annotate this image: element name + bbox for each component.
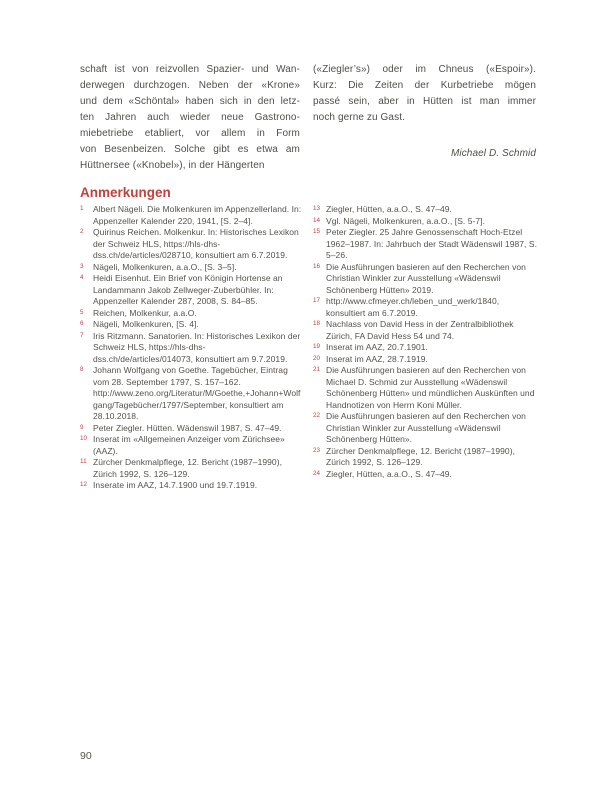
footnote-text: Peter Ziegler. Hütten. Wädenswil 1987, S. 47–49. xyxy=(93,422,282,433)
text-line: passé sein, aber in Hütten ist man immer xyxy=(313,96,536,107)
footnote-6 xyxy=(80,319,304,331)
footnote-20 xyxy=(313,354,540,366)
footnote-number: 14 xyxy=(313,216,321,224)
text-line: von Besenbeizen. Solche gibt es etwa am xyxy=(80,144,300,155)
footnote-13 xyxy=(313,204,540,216)
footnote-text: Die Ausführungen basieren auf den Recherchen von Christian Winkler zur Ausstellung «Wädenswil Schönenberg Hütten». xyxy=(326,411,526,444)
footnote-number: 16 xyxy=(313,262,321,270)
footnote-23 xyxy=(313,446,540,469)
text-line: derwegen durchzogen. Neben der «Krone» xyxy=(80,80,300,91)
footnote-text: Heidi Eisenhut. Ein Brief von Königin Hortense an Landammann Jakob Zellweger-Zuberbühler. In: Appenzeller Kalender 287, 2008, S. 84–85. xyxy=(93,273,283,306)
footnote-number: 11 xyxy=(80,458,87,465)
footnote-12 xyxy=(80,480,304,492)
text-line: («Ziegler’s») oder im Chneus («Espoir»). xyxy=(313,64,536,75)
footnote-text: Quirinus Reichen. Molkenkur. In: Historisches Lexikon der Schweiz HLS, https://hls-dhs-dss.ch/de/articles/028710, konsultiert am 6.7.2019. xyxy=(93,227,299,260)
footnote-text: Nachlass von David Hess in der Zentralbibliothek Zürich, FA David Hess 54 und 74. xyxy=(326,319,514,341)
footnote-10 xyxy=(80,434,304,457)
footnote-5 xyxy=(80,308,304,320)
footnote-text: Nägeli, Molkenkuren, [S. 4]. xyxy=(93,319,199,329)
footnote-9 xyxy=(80,423,304,435)
footnote-7 xyxy=(80,331,304,366)
footnote-number: 23 xyxy=(313,446,321,454)
footnote-4 xyxy=(80,273,304,308)
author-signature: Michael D. Schmid xyxy=(450,148,536,159)
footnote-18 xyxy=(313,319,540,342)
footnote-text: Peter Ziegler. 25 Jahre Genossenschaft Hoch-Etzel 1962–1987. In: Jahrbuch der Stadt Wädenswil 1987, S. 5–26. xyxy=(326,227,537,260)
footnote-number: 7 xyxy=(80,331,84,339)
footnote-16 xyxy=(313,262,540,297)
footnote-text: Ziegler, Hütten, a.a.O., S. 47–49. xyxy=(326,468,452,479)
footnote-17 xyxy=(313,296,540,319)
footnote-text: Johann Wolfgang von Goethe. Tagebücher, Eintrag vom 28. September 1797, S. 157–162. http://www.zeno.org/Literatur/M/Goethe,+Johann+Wolfgang/Tagebücher/1797/September, konsultiert am 28.10.2018. xyxy=(93,365,301,421)
footnote-2 xyxy=(80,227,304,262)
notes-column-right xyxy=(313,204,540,480)
text-line: Hüttnersee («Knobel»), in der Hängerten xyxy=(80,160,265,171)
footnote-number: 4 xyxy=(80,274,84,281)
footnote-text: Inserat im AAZ, 28.7.1919. xyxy=(326,353,428,364)
footnote-11 xyxy=(80,457,304,480)
footnote-text: Zürcher Denkmalpflege, 12. Bericht (1987–1990), Zürich 1992, S. 126–129. xyxy=(93,457,282,479)
notes-heading: Anmerkungen xyxy=(80,185,171,200)
footnote-number: 12 xyxy=(80,481,88,488)
footnote-text: Vgl. Nägeli, Molkenkuren, a.a.O., [S. 5-7]. xyxy=(326,215,486,226)
footnote-text: Inserate im AAZ, 14.7.1900 und 19.7.1919. xyxy=(93,480,258,490)
footnote-15 xyxy=(313,227,540,262)
footnote-number: 19 xyxy=(313,343,321,350)
footnote-number: 9 xyxy=(80,423,84,431)
intro-paragraph-left xyxy=(80,62,300,174)
footnote-text: http://www.cfmeyer.ch/leben_und_werk/1840, konsultiert am 6.7.2019. xyxy=(326,296,500,318)
text-line: ten Jahren auch wieder neue Gastrono- xyxy=(80,112,300,123)
footnote-text: Die Ausführungen basieren auf den Recherchen von Christian Winkler zur Ausstellung «Wädenswil Schönenberg Hütten» 2019. xyxy=(326,261,526,295)
intro-right-column xyxy=(313,62,536,162)
intro-paragraph-right xyxy=(313,62,536,126)
footnote-1 xyxy=(80,204,304,227)
footnote-text: Nägeli, Molkenkuren, a.a.O., [S. 3–5]. xyxy=(93,261,237,272)
footnote-number: 21 xyxy=(313,366,321,373)
footnote-text: Inserat im «Allgemeinen Anzeiger vom Zürichsee» (AAZ). xyxy=(93,434,285,456)
text-line: Kurz: Die Zeiten der Kurbetriebe mögen xyxy=(313,80,536,91)
footnote-number: 15 xyxy=(313,228,321,235)
text-line: schaft ist von reizvollen Spazier- und Wan- xyxy=(80,64,300,75)
footnote-22 xyxy=(313,411,540,446)
footnote-24 xyxy=(313,469,540,481)
text-line: noch gerne zu Gast. xyxy=(313,112,405,123)
footnote-number: 20 xyxy=(313,354,321,362)
footnote-text: Iris Ritzmann. Sanatorien. In: Historisches Lexikon der Schweiz HLS, https://hls-dhs-dss.ch/de/articles/014073, konsultiert am 9.7.2019. xyxy=(93,330,301,364)
footnote-text: Ziegler, Hütten, a.a.O., S. 47–49. xyxy=(326,204,452,214)
footnote-3 xyxy=(80,262,304,274)
footnote-number: 1 xyxy=(80,205,84,212)
footnote-14 xyxy=(313,216,540,228)
footnote-number: 17 xyxy=(313,297,321,304)
footnote-number: 18 xyxy=(313,320,321,327)
footnote-number: 22 xyxy=(313,412,321,419)
footnote-21 xyxy=(313,365,540,411)
footnote-8 xyxy=(80,365,304,423)
footnote-number: 3 xyxy=(80,262,84,270)
footnote-number: 5 xyxy=(80,308,84,316)
footnote-text: Die Ausführungen basieren auf den Recherchen von Michael D. Schmid zur Ausstellung «Wädenswil Schönenberg Hütten» und mündlichen Auskünften und Handnotizen von Herrn Koni Müller. xyxy=(326,365,535,410)
footnote-text: Zürcher Denkmalpflege, 12. Bericht (1987–1990), Zürich 1992, S. 126–129. xyxy=(326,445,515,467)
footnote-number: 24 xyxy=(313,469,321,477)
page-number: 90 xyxy=(80,750,92,762)
footnote-text: Albert Nägeli. Die Molkenkuren im Appenzellerland. In: Appenzeller Kalender 220, 1941, [S. 2–4]. xyxy=(93,204,302,226)
text-line: miebetriebe etabliert, vor allem in Form xyxy=(80,128,300,139)
footnote-text: Reichen, Molkenkur, a.a.O. xyxy=(93,307,197,318)
footnote-number: 13 xyxy=(313,205,321,212)
footnote-19 xyxy=(313,342,540,354)
footnote-number: 6 xyxy=(80,320,84,327)
footnote-text: Inserat im AAZ, 20.7.1901. xyxy=(326,342,428,352)
footnote-number: 2 xyxy=(80,228,84,235)
text-line: und dem «Schöntal» haben sich in den letz- xyxy=(80,96,300,107)
notes-column-left xyxy=(80,204,304,492)
footnote-number: 10 xyxy=(80,435,88,442)
footnote-number: 8 xyxy=(80,366,84,373)
